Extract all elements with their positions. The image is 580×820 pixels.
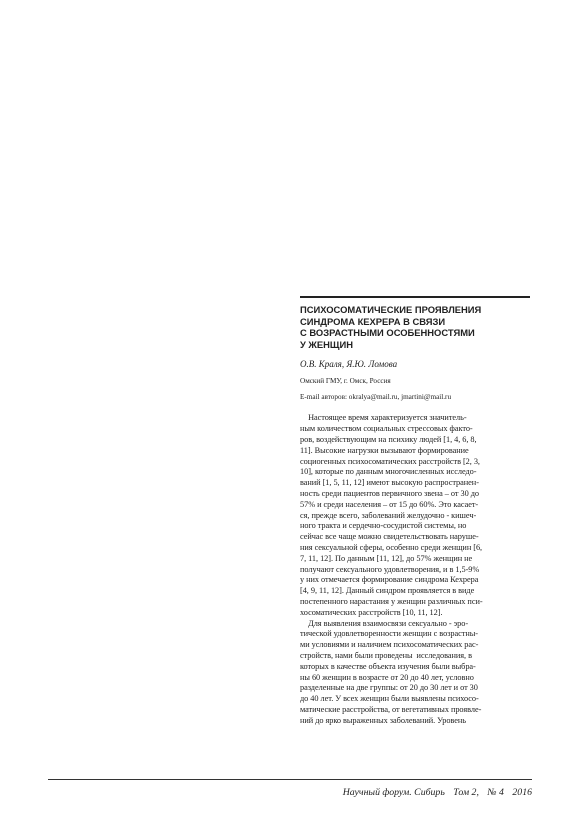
- body-line: тической удовлетворенности женщин с возрастны-: [300, 629, 478, 639]
- body-line: ния сексуальной сферы, особенно среди женщин [6,: [300, 542, 483, 552]
- body-line: ся, прежде всего, заболеваний желудочно - кишеч-: [300, 510, 477, 520]
- body-line: социогенных психосоматических расстройств [2, 3,: [300, 456, 480, 466]
- body-line: ным количеством социальных стрессовых факто-: [300, 424, 473, 434]
- body-line: 11]. Высокие нагрузки вызывают формирование: [300, 445, 469, 455]
- body-line: хосоматических расстройств [10, 11, 12].: [300, 607, 443, 617]
- article-body: [300, 413, 532, 726]
- body-line: до 40 лет. У всех женщин были выявлены психосо-: [300, 694, 479, 704]
- article-title: [300, 304, 532, 350]
- body-line: ваний [1, 5, 11, 12] имеют высокую распространен-: [300, 478, 479, 488]
- title-line: С ВОЗРАСТНЫМИ ОСОБЕННОСТЯМИ: [300, 327, 475, 339]
- body-line: 10], которые по данным многочисленных исследо-: [300, 467, 477, 477]
- body-line: ного тракта и сердечно-сосудистой системы, но: [300, 521, 467, 531]
- authors: О.В. Краля, Я.Ю. Ломова: [300, 359, 398, 370]
- body-line: [4, 9, 11, 12]. Данный синдром проявляется в виде: [300, 586, 475, 596]
- body-line: ров, воздействующим на психику людей [1, 4, 6, 8,: [300, 434, 477, 444]
- body-line: сейчас все чаще можно свидетельствовать наруше-: [300, 532, 479, 542]
- title-line: ПСИХОСОМАТИЧЕСКИЕ ПРОЯВЛЕНИЯ: [300, 304, 482, 315]
- title-line: У ЖЕНЩИН: [300, 338, 353, 350]
- body-line: ны 60 женщин в возрасте от 20 до 40 лет, условно: [300, 672, 474, 682]
- title-line: СИНДРОМА КЕХРЕРА В СВЯЗИ: [300, 315, 446, 327]
- affiliation: Омский ГМУ, г. Омск, Россия: [300, 377, 391, 386]
- body-line: 57% и среди населения – от 15 до 60%. Это касает-: [300, 499, 479, 509]
- title-top-rule: [300, 296, 530, 298]
- body-line: ми условиями и наличием психосоматических рас-: [300, 640, 479, 650]
- body-line: получают сексуального удовлетворения, и в 1,5-9%: [300, 564, 480, 574]
- author-email: E-mail авторов: okralya@mail.ru, jmartini@mail.ru: [300, 393, 452, 402]
- journal-volume: Том 2,: [453, 787, 479, 798]
- body-line: которых в качестве объекта изучения были выбра-: [300, 661, 476, 671]
- body-line: у них отмечается формирование синдрома Кехрера: [300, 575, 479, 585]
- body-line: стройств, нами были проведены исследования, в: [300, 650, 472, 660]
- journal-year: 2016: [512, 787, 532, 798]
- body-line: разделенные на две группы: от 20 до 30 лет и от 30: [300, 683, 478, 693]
- body-line: матические расстройства, от вегетативных проявле-: [300, 704, 482, 714]
- body-line: постепенного нарастания у женщин различных пси-: [300, 596, 483, 606]
- body-line: 7, 11, 12]. По данным [11, 12], до 57% женщин не: [300, 553, 473, 563]
- page-footer: [343, 787, 532, 798]
- footer-rule: [48, 779, 532, 780]
- journal-issue: № 4: [487, 787, 504, 798]
- article: [300, 296, 532, 726]
- journal-name: Научный форум. Сибирь: [342, 787, 445, 798]
- body-line: ность среди пациентов первичного звена – от 30 до: [300, 488, 479, 498]
- body-line: Для выявления взаимосвязи сексуально - эро-: [300, 618, 469, 628]
- body-line: ний до ярко выраженных заболеваний. Уровень: [300, 715, 467, 725]
- body-line: Настоящее время характеризуется значитель-: [300, 413, 467, 423]
